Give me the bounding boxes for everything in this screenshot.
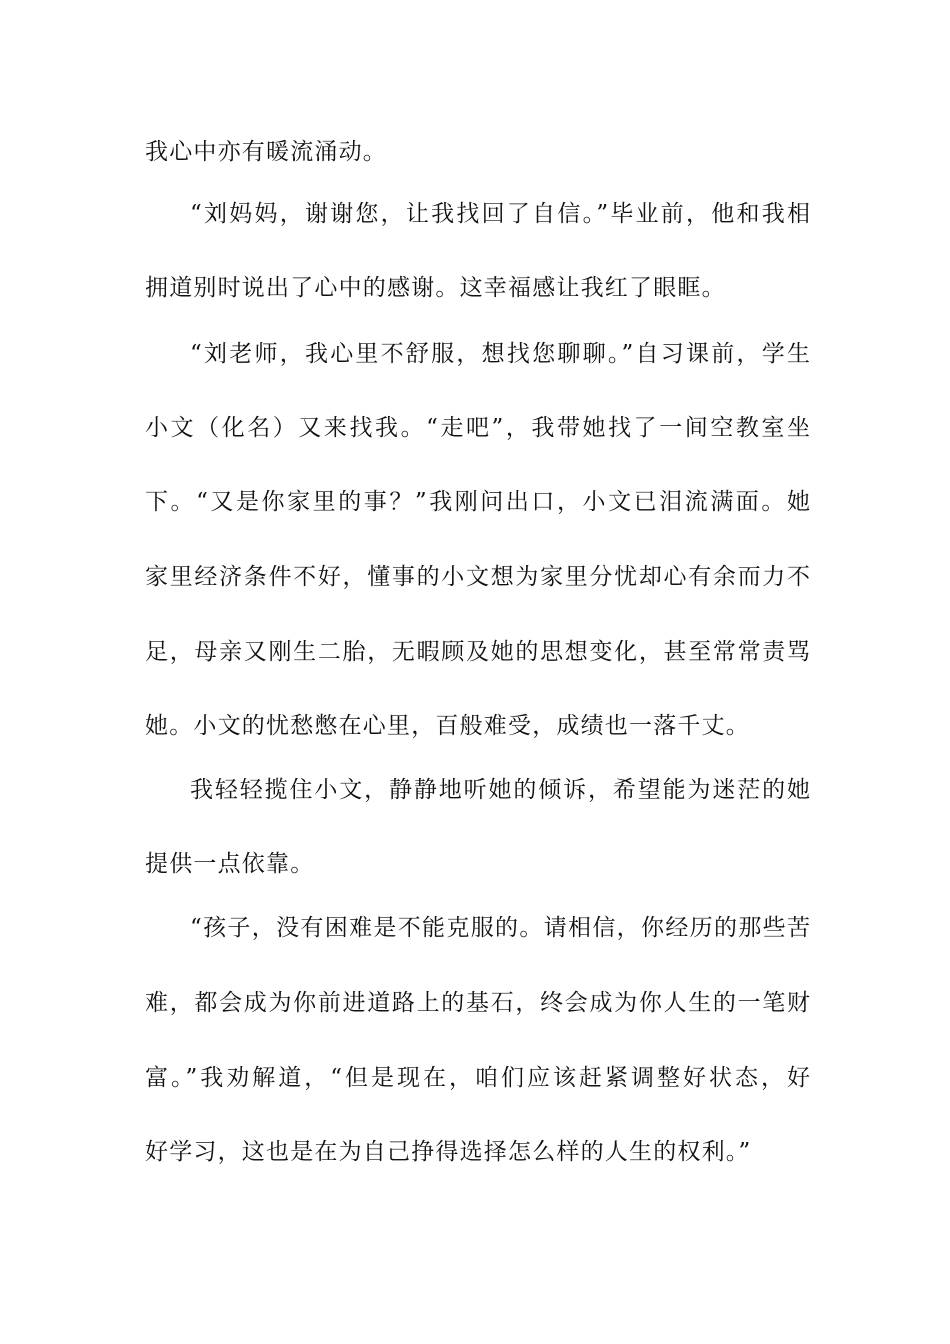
text-line: 足，母亲又刚生二胎，无暇顾及她的思想变化，甚至常常责骂 bbox=[145, 639, 810, 665]
text-line: 难，都会成为你前进道路上的基石，终会成为你人生的一笔财 bbox=[145, 990, 810, 1016]
paragraph-first-line: “孩子，没有困难是不能克服的。请相信，你经历的那些苦 bbox=[190, 915, 810, 941]
text-line: 好学习，这也是在为自己挣得选择怎么样的人生的权利。” bbox=[145, 1139, 752, 1165]
text-line: 拥道别时说出了心中的感谢。这幸福感让我红了眼眶。 bbox=[145, 275, 726, 301]
text-line: 家里经济条件不好，懂事的小文想为家里分忧却心有余而力不 bbox=[145, 564, 810, 590]
paragraph-first-line: “刘老师，我心里不舒服，想找您聊聊。”自习课前，学生 bbox=[190, 341, 810, 367]
text-line: 提供一点依靠。 bbox=[145, 851, 315, 877]
text-line: 小文（化名）又来找我。“走吧”，我带她找了一间空教室坐 bbox=[145, 415, 810, 441]
text-line: 她。小文的忧愁憋在心里，百般难受，成绩也一落千丈。 bbox=[145, 713, 750, 739]
text-line: 下。“又是你家里的事？”我刚问出口，小文已泪流满面。她 bbox=[145, 489, 810, 515]
text-line: 富。”我劝解道，“但是现在，咱们应该赶紧调整好状态，好 bbox=[145, 1065, 810, 1091]
paragraph-first-line: 我轻轻揽住小文，静静地听她的倾诉，希望能为迷茫的她 bbox=[190, 777, 810, 803]
paragraph-first-line: “刘妈妈，谢谢您，让我找回了自信。”毕业前，他和我相 bbox=[190, 201, 810, 227]
text-line: 我心中亦有暖流涌动。 bbox=[145, 139, 387, 165]
